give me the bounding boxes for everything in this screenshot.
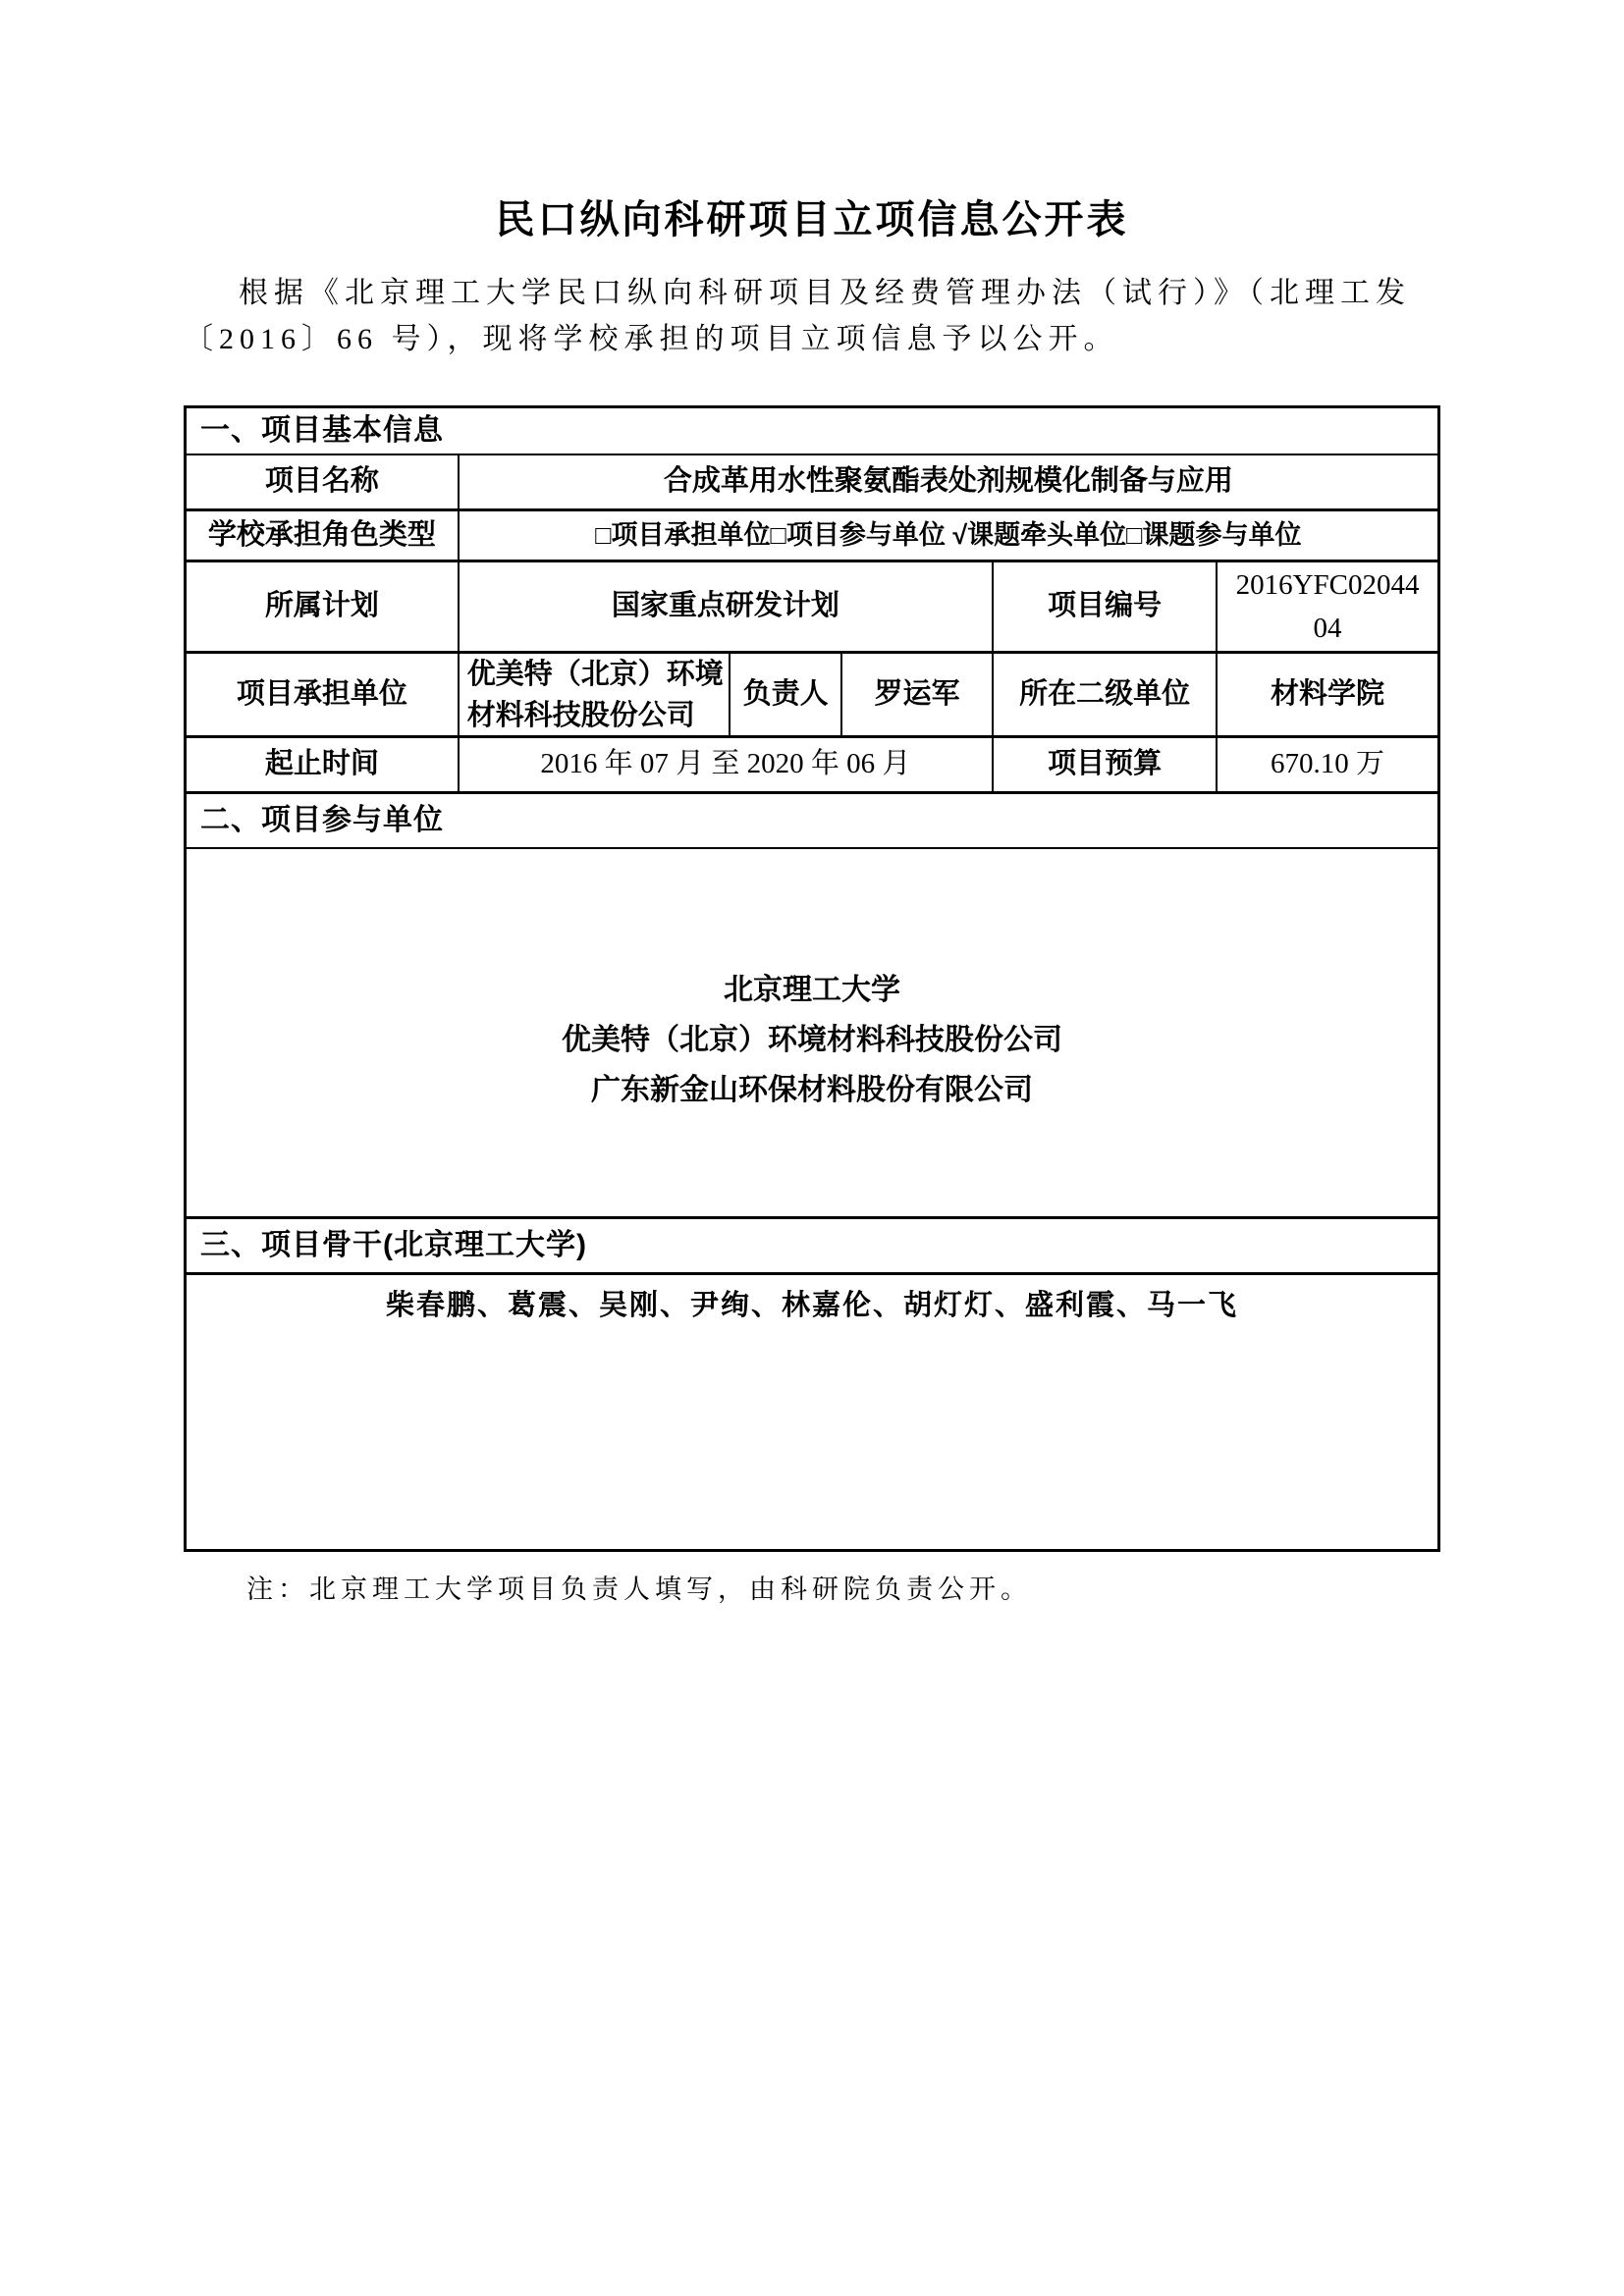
participant-item: 优美特（北京）环境材料科技股份公司 [562, 1024, 1062, 1056]
secondary-unit-value: 材料学院 [1216, 654, 1437, 735]
project-info-table [184, 405, 1440, 1552]
intro-paragraph [184, 270, 1440, 362]
participants-list [187, 849, 1437, 1216]
secondary-unit-label: 所在二级单位 [992, 654, 1216, 735]
section2-header-row [187, 791, 1437, 847]
participant-item: 北京理工大学 [724, 974, 900, 1006]
undertaker-label: 项目承担单位 [236, 677, 407, 710]
members-row [187, 1272, 1437, 1549]
budget-value: 670.10 万 [1216, 738, 1437, 791]
project-name-row [187, 454, 1437, 508]
document-content [184, 188, 1440, 1606]
members-list: 柴春鹏、葛震、吴刚、尹绚、林嘉伦、胡灯灯、盛利霞、马一飞 [385, 1290, 1238, 1321]
plan-label: 所属计划 [264, 590, 379, 622]
intro-line-1: 根据《北京理工大学民口纵向科研项目及经费管理办法（试行）》（北理工发 [239, 277, 1411, 309]
duration-label: 起止时间 [264, 748, 379, 780]
participants-row [187, 847, 1437, 1216]
project-no-value: 2016YFC0204404 [1216, 562, 1437, 651]
participant-item: 广东新金山环保材料股份有限公司 [591, 1074, 1033, 1106]
undertaker-value: 优美特（北京）环境材料科技股份公司 [458, 654, 730, 735]
intro-line-2: 〔2016〕66 号），现将学校承担的项目立项信息予以公开。 [184, 323, 1119, 355]
project-name-value: 合成革用水性聚氨酯表处剂规模化制备与应用 [458, 455, 1437, 508]
footnote: 注：北京理工大学项目负责人填写，由科研院负责公开。 [246, 1575, 1032, 1604]
section1-header: 一、项目基本信息 [200, 413, 444, 447]
leader-value: 罗运军 [840, 654, 992, 735]
project-name-label: 项目名称 [264, 465, 379, 498]
role-type-label: 学校承担角色类型 [207, 518, 436, 551]
duration-row [187, 735, 1437, 791]
leader-label: 负责人 [729, 654, 839, 735]
role-type-row [187, 508, 1437, 560]
plan-value: 国家重点研发计划 [458, 562, 992, 651]
budget-label: 项目预算 [992, 738, 1216, 791]
page-title: 民口纵向科研项目立项信息公开表 [495, 198, 1129, 241]
duration-value: 2016 年 07 月 至 2020 年 06 月 [458, 738, 992, 791]
role-type-value: □项目承担单位□项目参与单位 √课题牵头单位□课题参与单位 [458, 511, 1437, 560]
project-no-label: 项目编号 [992, 562, 1216, 651]
section2-header: 二、项目参与单位 [200, 803, 444, 836]
section3-header-row [187, 1216, 1437, 1272]
undertaker-row [187, 651, 1437, 735]
section1-header-row [187, 408, 1437, 454]
section3-header: 三、项目骨干(北京理工大学) [200, 1228, 587, 1261]
plan-row [187, 560, 1437, 651]
